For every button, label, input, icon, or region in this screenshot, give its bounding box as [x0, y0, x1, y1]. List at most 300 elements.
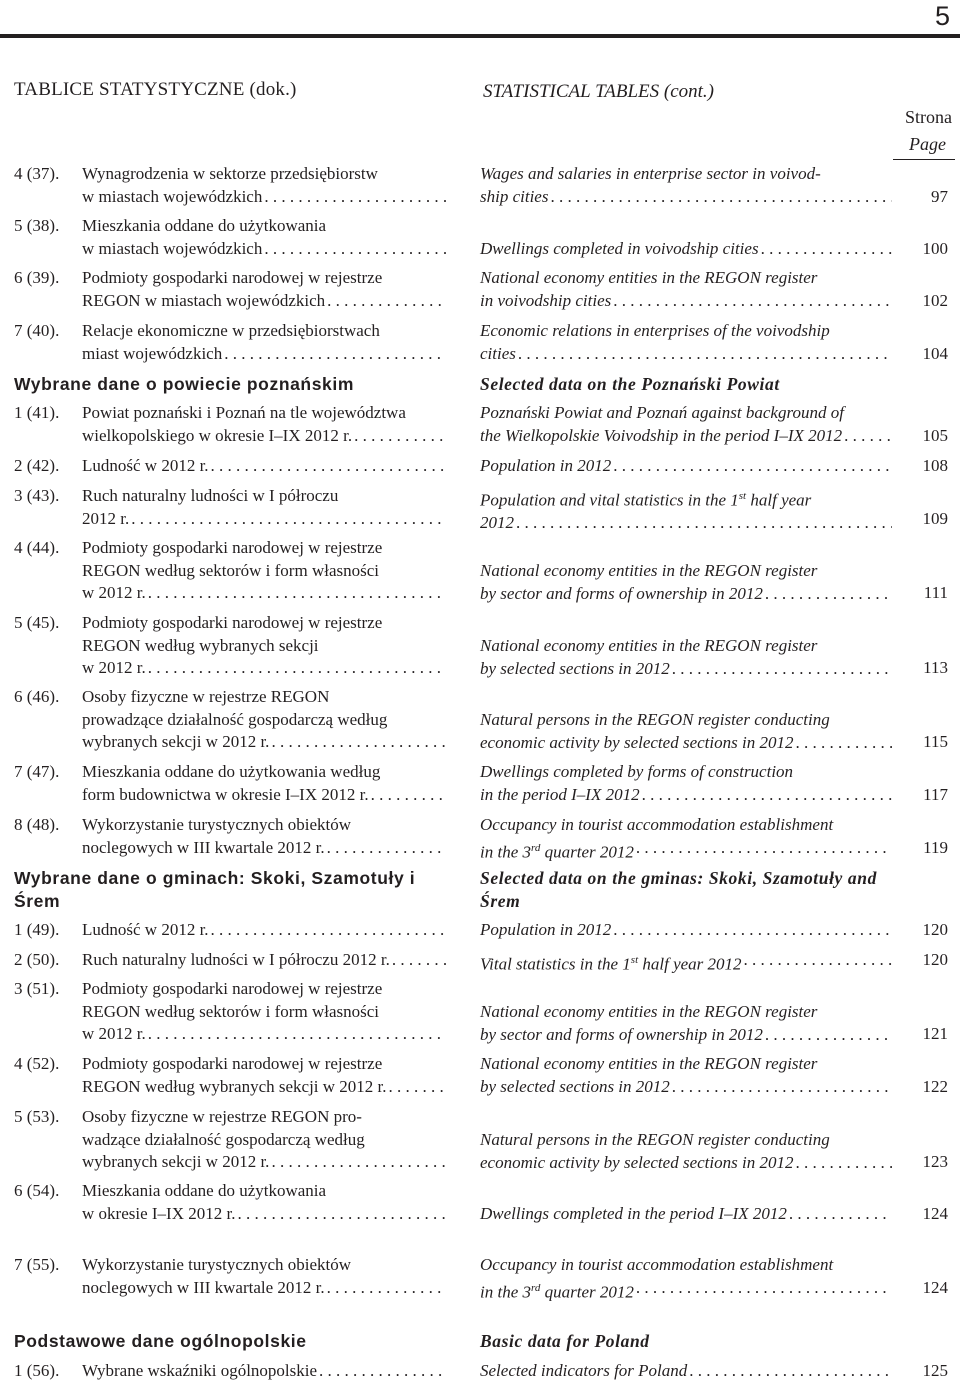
entry-polish-text — [82, 455, 446, 478]
dot-leader — [763, 583, 892, 606]
entry-pl-text: Wynagrodzenia w sektorze przedsiębiorstw — [82, 164, 378, 183]
entry-english — [480, 1360, 892, 1383]
entry-english — [480, 455, 892, 478]
entry-en-line — [480, 784, 892, 807]
entry-page-number: 121 — [922, 1024, 948, 1043]
entry-pl-line — [82, 186, 446, 209]
title-polish: TABLICE STATYSTYCZNE (dok.) — [14, 79, 297, 100]
entry-english — [480, 761, 892, 806]
entry-page-number: 105 — [922, 426, 948, 445]
entry-page-number: 97 — [931, 187, 948, 206]
dot-leader — [235, 1203, 446, 1226]
entry-en-text: ship cities — [480, 186, 549, 206]
entry-pl-text: Wykorzystanie turystycznych obiektów — [82, 1255, 352, 1274]
entry-polish-text — [82, 978, 446, 1046]
entry-en-text: Occupancy in tourist accommodation establishment — [480, 815, 834, 834]
entry-en-line — [480, 658, 892, 681]
entry-page-number: 117 — [923, 785, 948, 804]
dot-leader — [369, 784, 446, 807]
entry-polish — [14, 537, 446, 605]
entry-en-line — [480, 1076, 892, 1099]
entry-en-text: National economy entities in the REGON register — [480, 636, 818, 655]
entry-english — [480, 635, 892, 680]
dot-leader — [670, 658, 892, 681]
entry-pl-text: Podmioty gospodarki narodowej w rejestrze — [82, 1054, 383, 1073]
dot-leader — [387, 1076, 446, 1099]
entry-polish-text — [82, 1180, 446, 1225]
entry-polish-text — [82, 1053, 446, 1098]
entry-en-text: Population in 2012 — [480, 920, 612, 939]
entry-en-text: in the 3rd quarter 2012 — [480, 841, 634, 862]
entry-pl-line — [82, 1106, 446, 1129]
entry-pl-text: REGON w miastach wojewódzkich — [82, 290, 326, 310]
entry-polish — [14, 1106, 446, 1174]
entry-number: 6 (54). — [14, 1181, 60, 1200]
entry-english — [480, 1129, 892, 1174]
entry-en-line — [480, 267, 892, 290]
dot-leader — [634, 837, 892, 864]
entry-pl-line — [82, 1277, 446, 1300]
entry-pl-text: Podmioty gospodarki narodowej w rejestrze — [82, 613, 383, 632]
entry-pl-text: miast wojewódzkich — [82, 343, 223, 363]
dot-leader — [640, 784, 892, 807]
dot-leader — [611, 455, 892, 478]
entry-page-number: 102 — [922, 291, 948, 310]
entry-english — [480, 163, 892, 208]
entry-pl-line — [82, 612, 446, 635]
entry-pl-line — [82, 582, 446, 605]
entry-page-number: 120 — [922, 920, 948, 939]
entry-en-line — [480, 512, 892, 535]
entry-english — [480, 1254, 892, 1304]
entry-english — [480, 485, 892, 535]
ordinal-suffix: rd — [531, 841, 541, 854]
dot-leader — [516, 343, 892, 366]
section-heading-poland-pl: Podstawowe dane ogólnopolskie — [14, 1331, 307, 1351]
entry-english — [480, 560, 892, 605]
entry-number: 7 (47). — [14, 762, 60, 781]
entry-english — [480, 238, 892, 261]
entry-en-text: National economy entities in the REGON register — [480, 268, 818, 287]
dot-leader — [670, 1076, 892, 1099]
entry-pl-text: REGON według sektorów i form własności — [82, 1001, 379, 1021]
entry-en-line — [480, 709, 892, 732]
entry-pl-text: REGON według wybranych sekcji w 2012 r. — [82, 1076, 387, 1096]
entry-number: 7 (55). — [14, 1255, 60, 1274]
entry-en-line — [480, 402, 892, 425]
entry-en-text: in the 3rd quarter 2012 — [480, 1281, 634, 1302]
entry-pl-line — [82, 343, 446, 366]
ordinal-suffix: st — [630, 954, 639, 966]
dot-leader — [146, 582, 446, 605]
ordinal-suffix: rd — [531, 1281, 541, 1294]
entry-pl-line — [82, 508, 446, 531]
entry-en-line — [480, 290, 892, 313]
entry-en-line — [480, 919, 892, 942]
entry-page-number: 104 — [922, 344, 948, 363]
entry-number: 5 (53). — [14, 1107, 60, 1126]
dot-leader — [759, 238, 892, 261]
section-heading-powiat-en: Selected data on the Poznański Powiat — [480, 374, 780, 394]
entry-en-line — [480, 186, 892, 209]
dot-leader — [262, 238, 446, 261]
entry-en-text: Dwellings completed in the period I–IX 2012 — [480, 1204, 787, 1223]
entry-pl-line — [82, 1129, 446, 1152]
entry-pl-line — [82, 978, 446, 1001]
entry-pl-text: Powiat poznański i Poznań na tle województwa — [82, 403, 406, 422]
entry-en-line — [480, 1277, 892, 1304]
entry-english — [480, 949, 892, 976]
entry-pl-text: Ludność w 2012 r. — [82, 456, 209, 475]
entry-pl-line — [82, 560, 446, 583]
entry-pl-line — [82, 784, 446, 807]
entry-en-line — [480, 560, 892, 583]
entry-polish-text — [82, 1360, 446, 1383]
entry-number: 1 (56). — [14, 1361, 60, 1380]
entry-en-text: cities — [480, 343, 516, 363]
entry-pl-line — [82, 402, 446, 425]
section-heading-gminy-en: Selected data on the gminas: Skoki, Szamotuły and Śrem — [480, 868, 877, 911]
entry-pl-line — [82, 686, 446, 709]
entry-pl-line — [82, 949, 446, 972]
dot-leader — [634, 1277, 892, 1304]
entry-pl-line — [82, 455, 446, 478]
entry-english — [480, 320, 892, 365]
entry-pl-text: prowadzące działalność gospodarczą według — [82, 709, 388, 729]
dot-leader — [129, 508, 446, 531]
entry-polish-text — [82, 761, 446, 806]
entry-english — [480, 1001, 892, 1046]
entry-pl-line — [82, 1254, 446, 1277]
entry-en-line — [480, 583, 892, 606]
entry-pl-text: Podmioty gospodarki narodowej w rejestrze — [82, 538, 383, 557]
entry-pl-line — [82, 267, 446, 290]
entry-en-line — [480, 163, 892, 186]
entry-en-line — [480, 1129, 892, 1152]
entry-en-text: Occupancy in tourist accommodation establishment — [480, 1255, 834, 1274]
entry-polish — [14, 215, 446, 260]
entry-polish — [14, 612, 446, 680]
entry-polish-text — [82, 267, 446, 312]
entry-pl-line — [82, 290, 446, 313]
dot-leader — [209, 455, 446, 478]
section-heading-powiat-pl: Wybrane dane o powiecie poznańskim — [14, 374, 355, 394]
entry-en-line — [480, 1053, 892, 1076]
entry-pl-line — [82, 657, 446, 680]
dot-leader — [514, 512, 892, 535]
entry-pl-line — [82, 1151, 446, 1174]
entry-number: 2 (50). — [14, 950, 60, 969]
entry-pl-line — [82, 1203, 446, 1226]
entry-polish-text — [82, 1254, 446, 1299]
entry-en-text: in voivodship cities — [480, 290, 612, 310]
entry-en-line — [480, 343, 892, 366]
dot-leader — [611, 290, 892, 313]
entry-pl-line — [82, 1180, 446, 1203]
entry-pl-text: w 2012 r. — [82, 583, 146, 602]
entry-en-text: Dwellings completed in voivodship cities — [480, 239, 759, 258]
entry-polish — [14, 485, 446, 530]
entry-english — [480, 1203, 892, 1226]
entry-polish — [14, 978, 446, 1046]
entry-number: 4 (52). — [14, 1054, 60, 1073]
entry-polish — [14, 814, 446, 859]
entry-en-line — [480, 635, 892, 658]
entry-pl-text: w miastach wojewódzkich — [82, 238, 263, 258]
entry-pl-text: REGON według wybranych sekcji — [82, 635, 319, 655]
entry-polish — [14, 455, 446, 478]
entry-pl-line — [82, 837, 446, 860]
entry-pl-line — [82, 761, 446, 784]
dot-leader — [793, 732, 892, 755]
entry-en-line — [480, 425, 892, 448]
entry-en-text: Population and vital statistics in the 1st half year — [480, 490, 812, 510]
entry-pl-text: wybranych sekcji w 2012 r. — [82, 732, 270, 751]
entry-en-line — [480, 455, 892, 478]
entry-pl-line — [82, 1360, 446, 1383]
entry-pl-text: Relacje ekonomiczne w przedsiębiorstwach — [82, 321, 380, 340]
entry-number: 1 (49). — [14, 920, 60, 939]
entry-polish-text — [82, 320, 446, 365]
entry-number: 5 (38). — [14, 216, 60, 235]
entry-number: 4 (37). — [14, 164, 60, 183]
entry-pl-text: Ruch naturalny ludności w I półroczu — [82, 486, 339, 505]
entry-number: 3 (43). — [14, 486, 60, 505]
entry-english — [480, 919, 892, 942]
entry-en-text: by sector and forms of ownership in 2012 — [480, 583, 763, 603]
dot-leader — [317, 1360, 446, 1383]
entry-en-line — [480, 1254, 892, 1277]
entry-english — [480, 709, 892, 754]
entry-en-text: Natural persons in the REGON register conducting — [480, 1130, 830, 1149]
entry-number: 3 (51). — [14, 979, 60, 998]
entry-en-text: 2012 — [480, 513, 514, 533]
entry-page-number: 122 — [922, 1077, 948, 1096]
page-number: 5 — [934, 1, 950, 31]
entry-en-line — [480, 238, 892, 261]
entry-pl-text: noclegowych w III kwartale 2012 r. — [82, 1277, 325, 1297]
entry-polish — [14, 761, 446, 806]
section-heading-poland-en: Basic data for Poland — [480, 1331, 650, 1351]
entry-number: 2 (42). — [14, 456, 60, 475]
entry-pl-line — [82, 731, 446, 754]
entry-polish — [14, 163, 446, 208]
entry-pl-line — [82, 537, 446, 560]
entry-polish-text — [82, 485, 446, 530]
header-rule — [0, 34, 960, 38]
dot-leader — [146, 1023, 446, 1046]
entry-en-line — [480, 732, 892, 755]
entry-page-number: 120 — [922, 950, 948, 969]
entry-number: 7 (40). — [14, 321, 60, 340]
entry-page-number: 124 — [922, 1204, 948, 1223]
entry-polish-text — [82, 612, 446, 680]
entry-en-line — [480, 485, 892, 512]
entry-pl-line — [82, 1023, 446, 1046]
entry-en-text: economic activity by selected sections in 2012 — [480, 732, 794, 752]
entry-pl-line — [82, 1053, 446, 1076]
dot-leader — [687, 1360, 892, 1383]
entry-en-line — [480, 949, 892, 976]
entry-page-number: 109 — [922, 509, 948, 528]
entry-polish-text — [82, 402, 446, 447]
entry-page-number: 123 — [922, 1152, 948, 1171]
entry-polish-text — [82, 215, 446, 260]
entry-en-text: by sector and forms of ownership in 2012 — [480, 1024, 763, 1044]
dot-leader — [742, 949, 892, 976]
entry-pl-text: Wykorzystanie turystycznych obiektów — [82, 815, 352, 834]
entry-polish-text — [82, 686, 446, 754]
dot-leader — [352, 425, 446, 448]
entry-en-text: by selected sections in 2012 — [480, 1076, 670, 1096]
entry-en-line — [480, 1024, 892, 1047]
entry-polish-text — [82, 537, 446, 605]
dot-leader — [325, 290, 446, 313]
entry-pl-text: w 2012 r. — [82, 1024, 146, 1043]
dot-leader — [842, 425, 892, 448]
entry-en-line — [480, 761, 892, 784]
entry-pl-text: Podmioty gospodarki narodowej w rejestrze — [82, 268, 383, 287]
entry-number: 6 (46). — [14, 687, 60, 706]
entry-en-text: economic activity by selected sections in 2012 — [480, 1152, 794, 1172]
page-column-rule — [893, 159, 955, 160]
entry-pl-text: wadzące działalność gospodarczą według — [82, 1129, 365, 1149]
entry-pl-line — [82, 163, 446, 186]
entry-en-line — [480, 320, 892, 343]
entry-pl-text: Mieszkania oddane do użytkowania według — [82, 762, 381, 781]
entry-english — [480, 267, 892, 312]
entry-number: 5 (45). — [14, 613, 60, 632]
entry-page-number: 100 — [922, 239, 948, 258]
entry-en-text: Dwellings completed by forms of construction — [480, 762, 794, 781]
entry-pl-text: REGON według sektorów i form własności — [82, 560, 379, 580]
entry-pl-text: Mieszkania oddane do użytkowania — [82, 216, 327, 235]
entry-page-number: 115 — [923, 732, 948, 751]
entry-pl-text: w miastach wojewódzkich — [82, 186, 263, 206]
entry-pl-line — [82, 635, 446, 658]
entry-pl-text: wielkopolskiego w okresie I–IX 2012 r. — [82, 425, 353, 445]
entry-en-line — [480, 1203, 892, 1226]
entry-en-text: National economy entities in the REGON register — [480, 1054, 818, 1073]
entry-en-text: Economic relations in enterprises of the voivodship — [480, 321, 830, 340]
entry-polish — [14, 919, 446, 942]
entry-polish — [14, 1180, 446, 1225]
dot-leader — [269, 731, 446, 754]
entry-en-text: Wages and salaries in enterprise sector in voivod- — [480, 164, 821, 183]
entry-en-text: National economy entities in the REGON register — [480, 1002, 818, 1021]
entry-en-line — [480, 1152, 892, 1175]
entry-pl-line — [82, 1001, 446, 1024]
entry-pl-line — [82, 1076, 446, 1099]
entry-page-number: 108 — [922, 456, 948, 475]
entry-pl-line — [82, 814, 446, 837]
entry-polish-text — [82, 163, 446, 208]
entry-english — [480, 402, 892, 447]
title-english: STATISTICAL TABLES (cont.) — [483, 81, 715, 102]
entry-en-text: Natural persons in the REGON register conducting — [480, 710, 830, 729]
entry-pl-line — [82, 238, 446, 261]
entry-polish — [14, 949, 446, 972]
entry-pl-text: Ruch naturalny ludności w I półroczu 2012 r. — [82, 950, 390, 969]
section-heading-gminy-pl: Wybrane dane o gminach: Skoki, Szamotuły i Śrem — [14, 868, 416, 911]
page-column-label-pl: Strona — [905, 107, 952, 127]
entry-number: 8 (48). — [14, 815, 60, 834]
entry-polish-text — [82, 814, 446, 859]
entry-pl-text: Wybrane wskaźniki ogólnopolskie — [82, 1361, 318, 1380]
entry-pl-line — [82, 320, 446, 343]
entry-pl-text: w okresie I–IX 2012 r. — [82, 1203, 236, 1223]
dot-leader — [269, 1151, 446, 1174]
entry-en-text: Population in 2012 — [480, 456, 612, 475]
entry-page-number: 119 — [923, 838, 948, 857]
entry-english — [480, 1053, 892, 1098]
entry-page-number: 124 — [922, 1278, 948, 1297]
dot-leader — [787, 1203, 892, 1226]
entry-pl-text: form budownictwa w okresie I–IX 2012 r. — [82, 784, 369, 804]
entry-number: 1 (41). — [14, 403, 60, 422]
dot-leader — [763, 1024, 892, 1047]
entry-pl-text: wybranych sekcji w 2012 r. — [82, 1152, 270, 1171]
entry-pl-line — [82, 919, 446, 942]
entry-pl-text: Mieszkania oddane do użytkowania — [82, 1181, 327, 1200]
entry-en-text: Poznański Powiat and Poznań against background of — [480, 403, 844, 422]
entry-page-number: 111 — [923, 583, 948, 602]
entry-pl-text: w 2012 r. — [82, 658, 146, 677]
entry-polish — [14, 402, 446, 447]
entry-pl-text: 2012 r. — [82, 508, 130, 528]
dot-leader — [548, 186, 892, 209]
entry-en-text: in the period I–IX 2012 — [480, 784, 640, 804]
entry-polish-text — [82, 1106, 446, 1174]
entry-number: 6 (39). — [14, 268, 60, 287]
entry-polish — [14, 320, 446, 365]
dot-leader — [611, 919, 892, 942]
entry-en-line — [480, 837, 892, 864]
entry-number: 4 (44). — [14, 538, 60, 557]
entry-page-number: 125 — [922, 1361, 948, 1380]
entry-en-text: National economy entities in the REGON register — [480, 561, 818, 580]
page-column-label-en: Page — [909, 134, 946, 154]
entry-polish — [14, 1254, 446, 1299]
entry-english — [480, 814, 892, 864]
entry-page-number: 113 — [923, 658, 948, 677]
dot-leader — [209, 919, 446, 942]
entry-en-text: by selected sections in 2012 — [480, 658, 670, 678]
dot-leader — [325, 1277, 446, 1300]
ordinal-suffix: st — [738, 490, 747, 502]
dot-leader — [390, 949, 446, 972]
entry-pl-line — [82, 485, 446, 508]
entry-en-line — [480, 1360, 892, 1383]
dot-leader — [325, 837, 446, 860]
entry-pl-text: noclegowych w III kwartale 2012 r. — [82, 837, 325, 857]
entry-polish-text — [82, 949, 446, 972]
entry-pl-line — [82, 425, 446, 448]
entry-pl-text: Osoby fizyczne w rejestrze REGON — [82, 687, 330, 706]
entry-en-line — [480, 814, 892, 837]
dot-leader — [793, 1152, 892, 1175]
entry-en-text: Selected indicators for Poland — [480, 1361, 688, 1380]
entry-polish — [14, 1053, 446, 1098]
dot-leader — [262, 186, 446, 209]
dot-leader — [146, 657, 446, 680]
entry-pl-text: Podmioty gospodarki narodowej w rejestrze — [82, 979, 383, 998]
entry-en-text: the Wielkopolskie Voivodship in the period I–IX 2012 — [480, 425, 843, 445]
entry-en-line — [480, 1001, 892, 1024]
entry-polish — [14, 267, 446, 312]
dot-leader — [222, 343, 446, 366]
entry-polish — [14, 1360, 446, 1383]
